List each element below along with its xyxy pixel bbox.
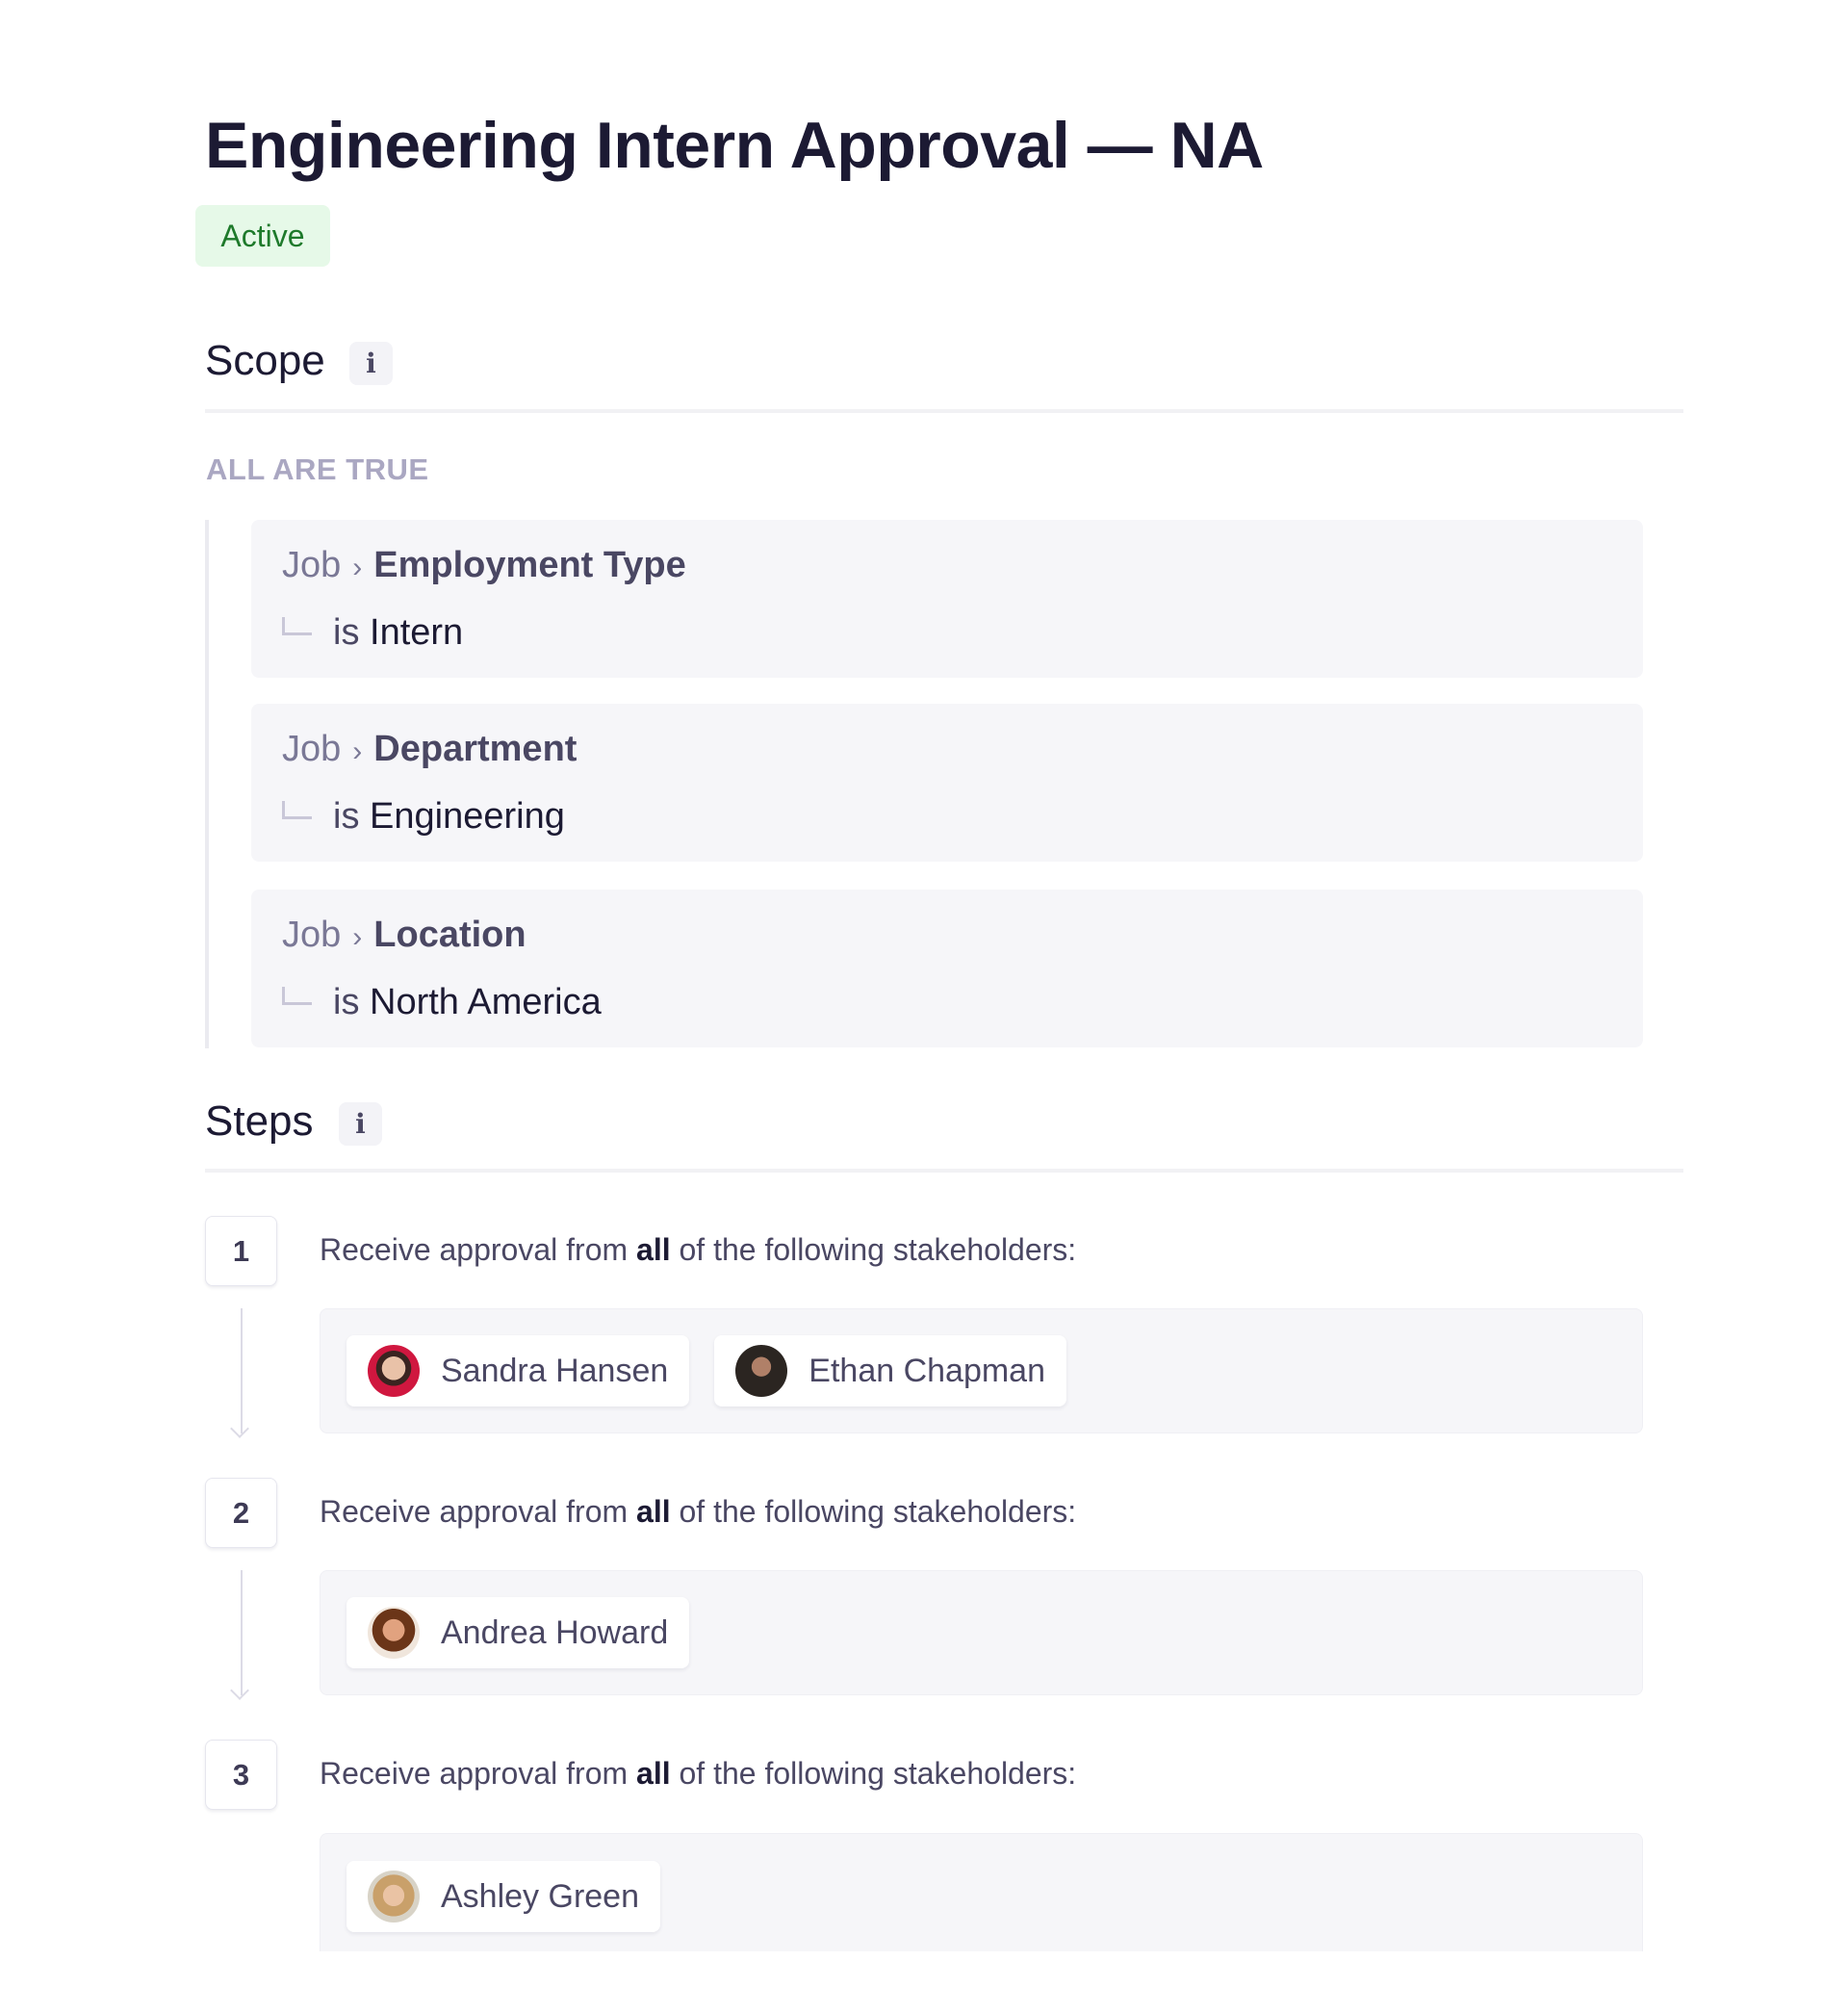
condition-object: Job bbox=[282, 729, 342, 769]
stakeholder-list bbox=[320, 1833, 1643, 1951]
steps-info-icon[interactable]: i bbox=[339, 1102, 382, 1146]
stakeholder-chip[interactable] bbox=[346, 1335, 689, 1407]
condition-card bbox=[251, 704, 1643, 862]
condition-card bbox=[251, 890, 1643, 1047]
scope-info-icon[interactable]: i bbox=[349, 342, 393, 385]
step-description: Receive approval from all of the following stakeholders: bbox=[320, 1494, 1077, 1529]
stakeholder-name: Ashley Green bbox=[441, 1877, 639, 1915]
step-connector-line bbox=[241, 1570, 243, 1695]
condition-operator: is bbox=[333, 796, 360, 837]
step-number: 1 bbox=[205, 1216, 277, 1286]
condition-field: Department bbox=[373, 729, 578, 769]
page-title: Engineering Intern Approval — NA bbox=[205, 109, 1264, 182]
step-number: 3 bbox=[205, 1740, 277, 1810]
avatar bbox=[368, 1345, 420, 1397]
condition-field: Employment Type bbox=[373, 545, 686, 585]
chevron-right-icon: › bbox=[352, 736, 363, 767]
condition-value: Engineering bbox=[370, 796, 565, 837]
avatar bbox=[735, 1345, 787, 1397]
elbow-connector-icon bbox=[282, 801, 312, 819]
condition-card bbox=[251, 520, 1643, 678]
step-number: 2 bbox=[205, 1478, 277, 1548]
elbow-connector-icon bbox=[282, 617, 312, 635]
avatar bbox=[368, 1871, 420, 1923]
step-description: Receive approval from all of the following stakeholders: bbox=[320, 1232, 1077, 1267]
elbow-connector-icon bbox=[282, 987, 312, 1005]
condition-object: Job bbox=[282, 915, 342, 955]
stakeholder-chip[interactable] bbox=[346, 1597, 689, 1668]
condition-value: Intern bbox=[370, 612, 464, 653]
avatar bbox=[368, 1607, 420, 1659]
condition-object: Job bbox=[282, 545, 342, 585]
arrow-down-icon bbox=[230, 1419, 249, 1438]
scope-heading: Scope bbox=[205, 337, 325, 384]
steps-heading: Steps bbox=[205, 1097, 314, 1145]
condition-operator: is bbox=[333, 612, 360, 653]
stakeholder-list bbox=[320, 1570, 1643, 1695]
condition-field: Location bbox=[373, 915, 526, 955]
stakeholder-chip[interactable] bbox=[714, 1335, 1066, 1407]
stakeholder-chip[interactable] bbox=[346, 1861, 660, 1932]
status-badge: Active bbox=[195, 205, 330, 267]
condition-operator: is bbox=[333, 982, 360, 1022]
stakeholder-list bbox=[320, 1308, 1643, 1433]
scope-divider bbox=[205, 409, 1683, 413]
stakeholder-name: Andrea Howard bbox=[441, 1613, 669, 1651]
condition-value: North America bbox=[370, 982, 602, 1022]
step-connector-line bbox=[241, 1308, 243, 1433]
stakeholder-name: Ethan Chapman bbox=[808, 1352, 1046, 1389]
condition-logic-label: ALL ARE TRUE bbox=[206, 452, 429, 486]
condition-group-bar bbox=[205, 520, 209, 1048]
stakeholder-name: Sandra Hansen bbox=[441, 1352, 669, 1389]
chevron-right-icon: › bbox=[352, 552, 363, 583]
arrow-down-icon bbox=[230, 1681, 249, 1700]
chevron-right-icon: › bbox=[352, 921, 363, 953]
steps-divider bbox=[205, 1169, 1683, 1173]
step-description: Receive approval from all of the following stakeholders: bbox=[320, 1756, 1077, 1791]
